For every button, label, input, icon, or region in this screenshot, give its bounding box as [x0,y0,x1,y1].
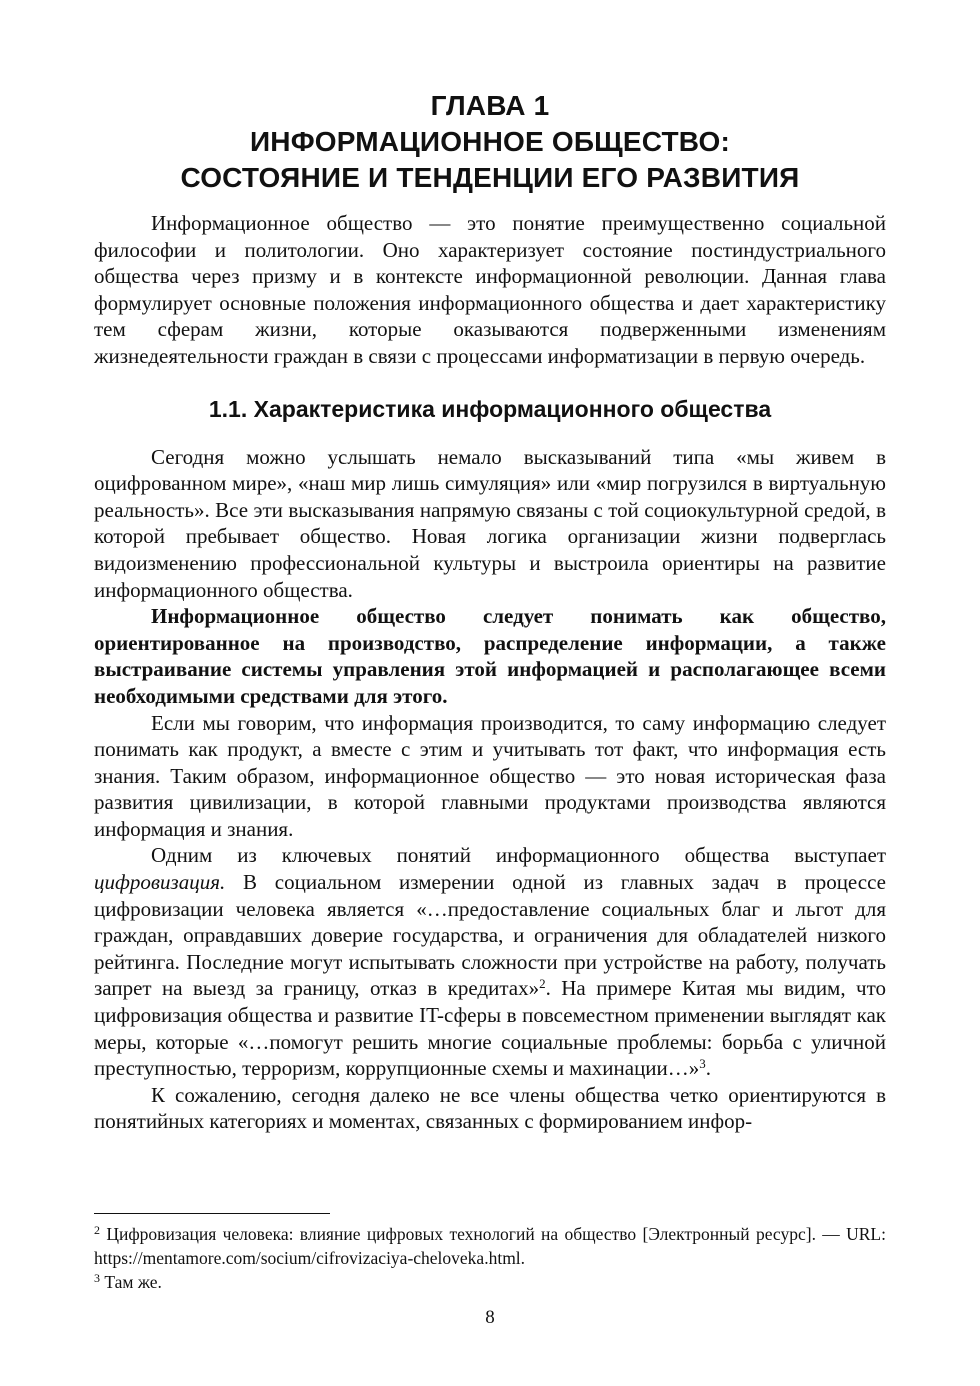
paragraph-4 [94,842,886,1081]
paragraph-5: К сожалению, сегодня далеко не все члены общества четко ориентируются в понятийных категориях и моментах, связанных с формированием инфор- [94,1082,886,1134]
paragraph-4-after: . На примере Китая мы видим, что цифровизация общества и развитие IT-сферы в повсеместном применении выглядят как меры, которые «…помогут решить многие социальные проблемы: борьба с уличной преступностью, терроризм, коррупционные схемы и махинации…» [94,976,886,1081]
footnote-text-2: Цифровизация человека: влияние цифровых технологий на общество [Электронный ресурс]. — URL: https://mentamore.com/socium/cifrovizaciya-cheloveka.html. [94,1224,886,1268]
footnote-divider [94,1213,330,1214]
section-heading [94,394,886,424]
paragraph-4-end: . [705,1056,712,1081]
section-number: 1.1. [208,395,248,422]
paragraph-4-start: Одним из ключевых понятий информационного общества выступает [151,843,886,868]
chapter-title-line1: ИНФОРМАЦИОННОЕ ОБЩЕСТВО: [249,126,731,157]
section-title: Характеристика информационного общества [253,395,772,422]
footnote-ref-3[interactable]: 3 [699,1056,706,1072]
footnote-3 [94,1270,886,1294]
footnote-text-3: Там же. [100,1272,162,1292]
footnotes [94,1222,886,1294]
chapter-label: ГЛАВА 1 [430,90,550,121]
paragraph-definition: Информационное общество следует понимать как общество, ориентированное на производство, распределение информации, а также выстраивание системы управления этой информацией и располагающее всеми необходимыми средствами для этого. [94,604,886,708]
paragraph-1: Сегодня можно услышать немало высказываний типа «мы живем в оцифрованном мире», «наш мир лишь симуляция» или «мир погрузился в виртуальную реальность». Все эти высказывания напрямую связаны с той социокультурной средой, в которой пребывает общество. Новая логика организации жизни подверглась видоизменению профессиональной культуры и выстроила ориентиры на развитие информационного общества. [94,444,886,602]
page-number: 8 [485,1307,495,1328]
paragraph-3: Если мы говорим, что информация производится, то саму информацию следует понимать как продукт, а вместе с этим и учитывать тот факт, что информация есть знания. Таким образом, информационное общество — это новая историческая фаза развития цивилизации, в которой главными продуктами производства являются информация и знания. [94,710,886,841]
chapter-heading [94,88,886,196]
chapter-title-line2: СОСТОЯНИЕ И ТЕНДЕНЦИИ ЕГО РАЗВИТИЯ [180,162,800,193]
footnote-mark-2: 2 [94,1223,100,1237]
paragraph-4-term: цифровизация. [94,870,226,895]
paragraph-4-middle: В социальном измерении одной из главных задач в процессе цифровизации человека является «…предоставление социальных благ и льгот для граждан, оправдавших доверие государства, и ограничения для обладателей низкого рейтинга. Последние могут испытывать сложности при устройстве на работу, получать запрет на выезд за границу, отказ в кредитах» [94,870,886,1001]
intro-paragraph: Информационное общество — это понятие преимущественно социальной философии и политологии. Оно характеризует состояние постиндустриального общества через призму и в контексте информационной революции. Данная глава формулирует основные положения информационного общества и дает характеристику тем сферам жизни, которые оказываются подверженными изменениям жизнедеятельности граждан в связи с процессами информатизации в первую очередь. [94,211,886,368]
footnote-mark-3: 3 [94,1271,100,1285]
footnote-ref-2[interactable]: 2 [539,976,546,992]
footnote-2 [94,1222,886,1270]
page-content [94,88,886,1135]
